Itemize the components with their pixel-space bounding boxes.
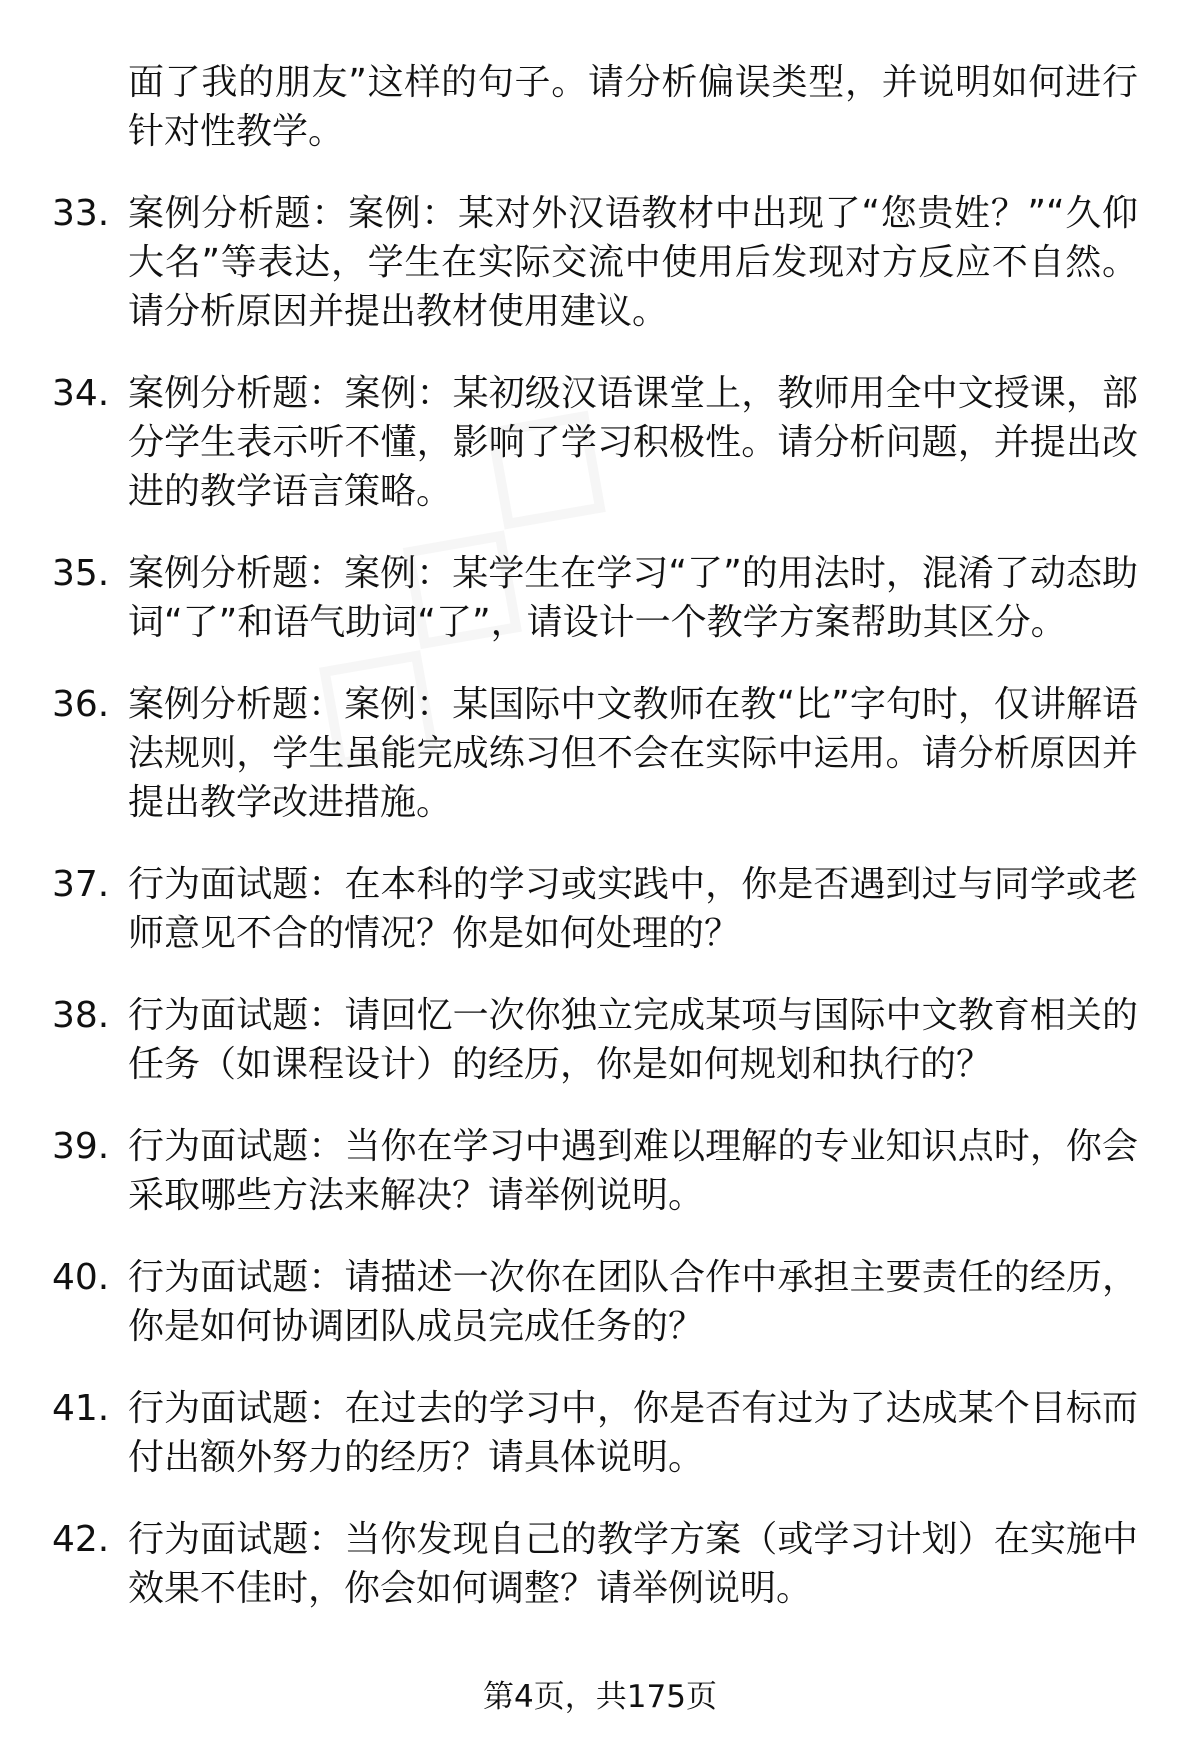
question-item [0, 189, 1200, 336]
question-item [0, 1384, 1200, 1482]
question-number: 33. [52, 193, 110, 234]
question-number: 41. [52, 1388, 110, 1429]
question-item [0, 860, 1200, 958]
question-item [0, 549, 1200, 647]
question-list [0, 58, 1200, 1613]
question-text: 案例分析题：案例：某初级汉语课堂上，教师用全中文授课，部分学生表示听不懂，影响了学习积极性。请分析问题，并提出改进的教学语言策略。 [128, 373, 1138, 512]
question-number: 38. [52, 995, 110, 1036]
question-item [0, 991, 1200, 1089]
question-number: 39. [52, 1126, 110, 1167]
question-item [0, 1253, 1200, 1351]
question-number: 42. [52, 1519, 110, 1560]
question-number: 37. [52, 864, 110, 905]
question-text: 行为面试题：请回忆一次你独立完成某项与国际中文教育相关的任务（如课程设计）的经历，你是如何规划和执行的？ [128, 995, 1138, 1085]
question-text: 行为面试题：当你发现自己的教学方案（或学习计划）在实施中效果不佳时，你会如何调整？请举例说明。 [128, 1519, 1138, 1609]
question-text: 行为面试题：在过去的学习中，你是否有过为了达成某个目标而付出额外努力的经历？请具体说明。 [128, 1388, 1138, 1478]
question-text: 案例分析题：案例：某学生在学习“了”的用法时，混淆了动态助词“了”和语气助词“了”，请设计一个教学方案帮助其区分。 [128, 553, 1138, 643]
question-item [0, 680, 1200, 827]
continuation-text: 面了我的朋友”这样的句子。请分析偏误类型，并说明如何进行针对性教学。 [128, 62, 1138, 152]
page-footer: 第4页，共175页 [483, 1679, 717, 1715]
question-item [0, 1515, 1200, 1613]
question-item [0, 1122, 1200, 1220]
question-number: 40. [52, 1257, 110, 1298]
question-item [0, 369, 1200, 516]
question-number: 35. [52, 553, 110, 594]
question-number: 34. [52, 373, 110, 414]
question-text: 行为面试题：在本科的学习或实践中，你是否遇到过与同学或老师意见不合的情况？你是如何处理的？ [128, 864, 1138, 954]
question-text: 案例分析题：案例：某国际中文教师在教“比”字句时，仅讲解语法规则，学生虽能完成练习但不会在实际中运用。请分析原因并提出教学改进措施。 [128, 684, 1138, 823]
question-text: 案例分析题：案例：某对外汉语教材中出现了“您贵姓？”“久仰大名”等表达，学生在实际交流中使用后发现对方反应不自然。请分析原因并提出教材使用建议。 [128, 193, 1138, 332]
question-number: 36. [52, 684, 110, 725]
question-text: 行为面试题：当你在学习中遇到难以理解的专业知识点时，你会采取哪些方法来解决？请举例说明。 [128, 1126, 1138, 1216]
question-text: 行为面试题：请描述一次你在团队合作中承担主要责任的经历，你是如何协调团队成员完成任务的？ [128, 1257, 1138, 1347]
